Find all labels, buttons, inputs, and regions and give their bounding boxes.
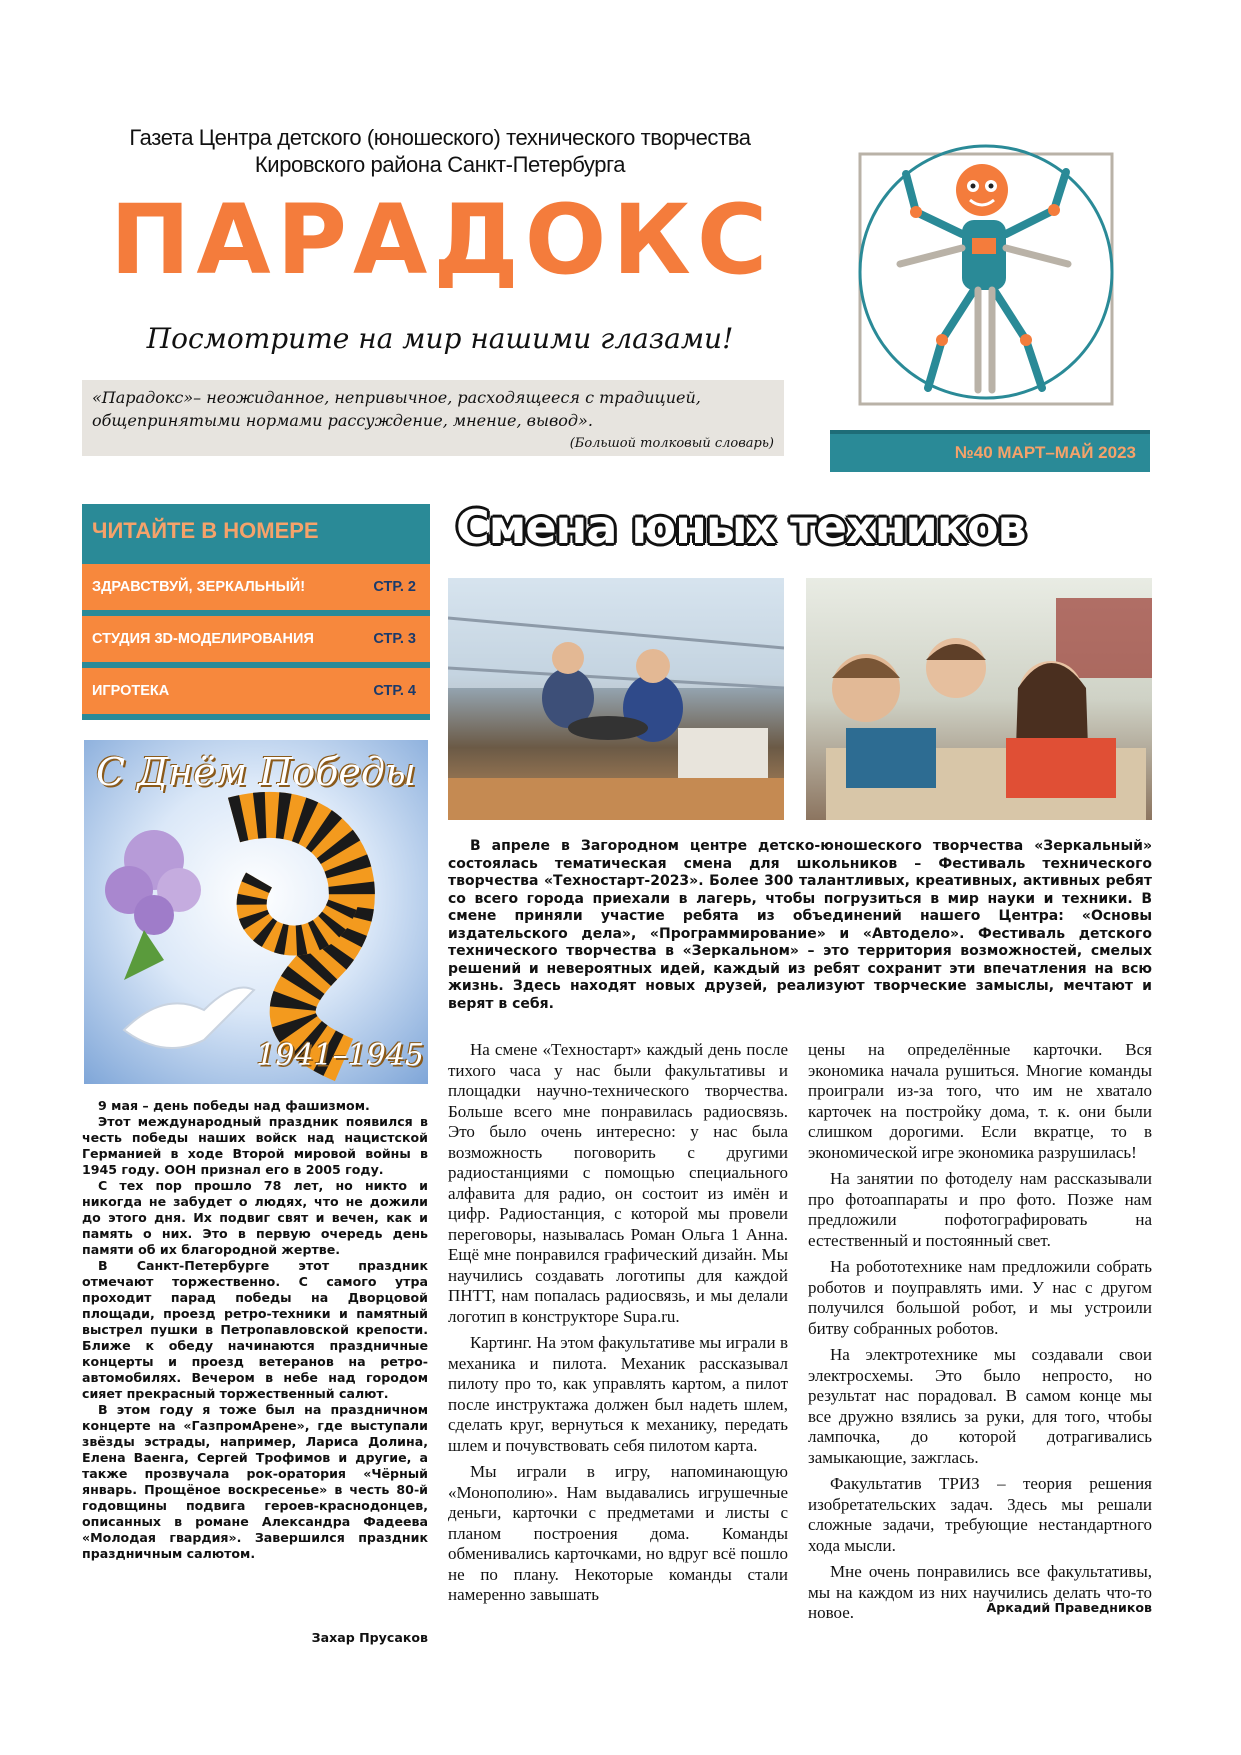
definition-text: «Парадокс»– неожиданное, непривычное, расходящееся с традицией, общепринятыми нормами рассуждение, мнение, вывод». [92, 388, 701, 430]
toc-item[interactable] [82, 662, 430, 720]
toc-heading: ЧИТАЙТЕ В НОМЕРЕ [82, 504, 430, 558]
toc-item-page: СТР. 3 [373, 631, 416, 647]
body-paragraph: На робототехнике нам предложили собрать роботов и поуправлять ими. У нас с другом получился большой робот, и мы устроили битву собранных роботов. [808, 1257, 1152, 1338]
victory-paragraph: Этот международный праздник появился в честь победы наших войск над нацистской Германией в ходе Второй мировой войны в 1945 году. ООН признал его в 2005 году. [82, 1114, 428, 1177]
body-paragraph: Мне очень понравились все факультативы, мы на каждом из них научились делать что-то новое. [808, 1562, 1152, 1622]
body-paragraph: Картинг. На этом факультативе мы играли в механика и пилота. Механик рассказывал пилоту про то, как управлять картом, а пилот после инструктажа должен был надеть шлем, сделать круг, вернуться к механику, передать шлем и почувствовать себя пилотом карта. [448, 1333, 788, 1455]
victory-paragraph: 9 мая – день победы над фашизмом. [98, 1098, 370, 1113]
photo-kids-with-robot-icon [448, 578, 784, 820]
lead-paragraph: В апреле в Загородном центре детско-юношеского творчества «Зеркальный» состоялась тематическая смена для школьников – Фестиваль технического творчества «Техностарт-2023». Более 300 талантливых, креативных, активных ребят со всего города приехали в лагерь, чтобы погрузиться в мир науки и техники. В смене приняли участие ребята из объединений нашего Центра: «Основы издательского дела», «Программирование» и «Автодело». Фестиваль детского технического творчества в «Зеркальном» – это территория возможностей, смелых решений и невероятных идей, каждый из ребят сохранит эти впечатления на всю жизнь. Здесь находят новых друзей, реализуют творческие замыслы, мечтают и верят в себя. [448, 838, 1152, 1012]
org-line-1: Газета Центра детского (юношеского) технического творчества [129, 125, 751, 150]
table-of-contents [82, 504, 430, 720]
article-column-2 [808, 1040, 1152, 1630]
victory-day-text [82, 1098, 428, 1562]
dictionary-definition [82, 380, 784, 456]
victory-paragraph: В этом году я тоже был на праздничном концерте на «ГазпромАрене», где выступали звёзды эстрады, например, Лариса Долина, Елена Ваенга, Сергей Трофимов и другие, а также прозвучала рок-оратория «Чёрный январь. Прощёное воскресенье» в честь 80-й годовщины подвига героев-краснодонцев, описанных в романе Александра Фадеева «Молодая гвардия». Завершился праздник праздничным салютом. [82, 1402, 428, 1561]
toc-item[interactable] [82, 610, 430, 662]
toc-item-page: СТР. 2 [373, 579, 416, 595]
article-column-1 [448, 1040, 788, 1612]
victory-day-poster [84, 740, 428, 1084]
body-paragraph: Мы играли в игру, напоминающую «Монополию». Нам выдавались игрушечные деньги, карточки с предметами и листы с планом построения дома. Команды обменивались карточками, но вдруг всё пошло не по плану. Некоторые команды стали намеренно завышать [448, 1462, 788, 1604]
poster-years: 1941–1945 [256, 1038, 424, 1073]
definition-source: (Большой толковый словарь) [569, 436, 774, 451]
article-lead [448, 838, 1152, 1013]
victory-paragraph: С тех пор прошло 78 лет, но никто и никогда не забудет о людях, что не дожили до этого дня. Их подвиг свят и вечен, как и память о них. Это в первую очередь день памяти об их благородной жертве. [82, 1178, 428, 1257]
article-author: Аркадий Праведников [986, 1600, 1152, 1615]
toc-item-title: ЗДРАВСТВУЙ, ЗЕРКАЛЬНЫЙ! [92, 579, 306, 595]
toc-item[interactable] [82, 558, 430, 610]
newspaper-logo: ПАРАДОКС [110, 184, 774, 296]
org-line-2: Кировского района Санкт-Петербурга [254, 152, 626, 177]
poster-title: С Днём Победы [96, 750, 416, 794]
issue-number: №40 МАРТ–МАЙ 2023 [830, 430, 1150, 472]
article-photo-1 [448, 578, 784, 820]
body-paragraph: Факультатив ТРИЗ – теория решения изобретательских задач. Здесь мы решали сложные задачи, требующие нестандартного хода мысли. [808, 1474, 1152, 1555]
body-paragraph: На смене «Техностарт» каждый день после тихого часа у нас были факультативы и площадки научно-технического творчества. Больше всего мне понравилась радиосвязь. Это было очень интересно: у нас была возможность поговорить с другими радиостанциями с помощью специального алфавита для радио, он состоит из имён и цифр. Радиостанция, с которой мы провели переговоры, называлась Роман Ольга 1 Анна. Ещё мне понравился графический дизайн. Мы научились создавать логотипы для каждой ПНТТ, нам попалась радиосвязь, и мы делали логотип в конструкторе Supa.ru. [448, 1040, 788, 1326]
vitruvian-robot-icon [842, 144, 1130, 408]
robot-emblem [842, 144, 1130, 408]
toc-item-title: ИГРОТЕКА [92, 683, 170, 699]
slogan: Посмотрите на мир нашими глазами! [146, 322, 734, 355]
body-paragraph: цены на определённые карточки. Вся экономика начала рушиться. Многие команды проиграли из-за того, что им не хватало карточек на постройку дома, т. к. они были слишком дорогими. Если вкратце, то в экономической игре экономика разрушилась! [808, 1040, 1152, 1162]
photo-kids-at-table-icon [806, 578, 1152, 820]
toc-item-title: СТУДИЯ 3D-МОДЕЛИРОВАНИЯ [92, 631, 314, 647]
victory-paragraph: В Санкт-Петербурге этот праздник отмечают торжественно. С самого утра проходит парад победы на Дворцовой площади, проезд ретро-техники и памятный выстрел пушки в Петропавловской крепости. Ближе к обеду начинаются праздничные концерты и проезд ветеранов на ретро-автомобилях. Вечером в небе над городом сияет прекрасный торжественный салют. [82, 1258, 428, 1401]
body-paragraph: На занятии по фотоделу нам рассказывали про фотоаппараты и про фото. Позже нам предложили пофотографировать на естественный и постоянный свет. [808, 1169, 1152, 1250]
body-paragraph: На электротехнике мы создавали свои электросхемы. Это было непросто, но результат нас порадовал. В самом конце мы все дружно взялись за руки, для того, чтобы лампочка, до которой дотрагивались замыкающие, зажглась. [808, 1345, 1152, 1467]
article-photo-2 [806, 578, 1152, 820]
victory-author: Захар Прусаков [311, 1630, 428, 1645]
toc-item-page: СТР. 4 [373, 683, 416, 699]
article-headline: Смена юных техников [456, 500, 1026, 554]
